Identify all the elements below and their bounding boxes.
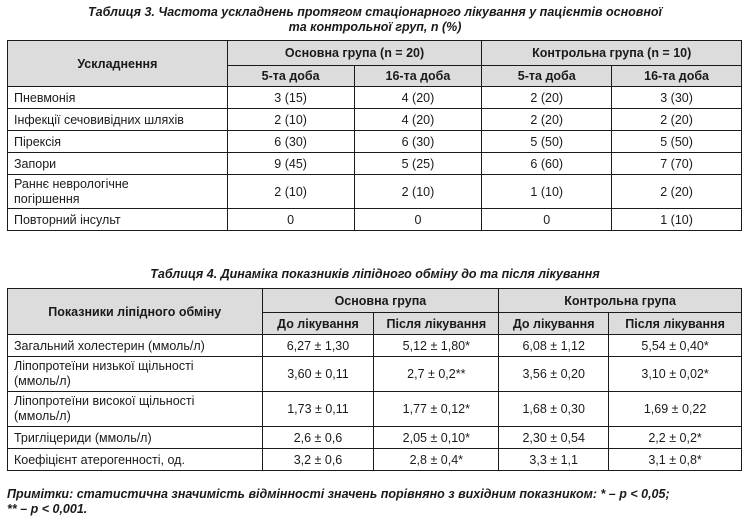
row-label <box>8 175 228 209</box>
cell-value: 4 (20) <box>354 87 482 109</box>
cell-value: 4 (20) <box>354 109 482 131</box>
cell-value: 5 (50) <box>612 131 742 153</box>
indicators-column-header: Показники ліпідного обміну <box>8 289 263 335</box>
table-row <box>8 209 742 231</box>
row-label-line1: Ліпопротеїни високої щільності <box>14 394 195 408</box>
table3-title-line1: Таблиця 3. Частота ускладнень протягом стаціонарного лікування у пацієнтів основної <box>88 5 662 19</box>
cell-value: 0 <box>482 209 612 231</box>
table-row <box>8 357 742 392</box>
table-row <box>8 87 742 109</box>
cell-value: 2,8 ± 0,4* <box>374 449 499 471</box>
cell-value: 3,3 ± 1,1 <box>499 449 609 471</box>
cell-value: 5,54 ± 0,40* <box>609 335 742 357</box>
row-label-line2: (ммоль/л) <box>14 374 71 388</box>
cell-value: 1,77 ± 0,12* <box>374 392 499 427</box>
cell-value: 1 (10) <box>482 175 612 209</box>
row-label: Пневмонія <box>8 87 228 109</box>
cell-value: 6 (60) <box>482 153 612 175</box>
row-label-line1: Ліпопротеїни низької щільності <box>14 359 194 373</box>
cell-value: 0 <box>227 209 354 231</box>
cell-value: 1 (10) <box>612 209 742 231</box>
cell-value: 3,10 ± 0,02* <box>609 357 742 392</box>
row-label-line2: погіршення <box>14 191 80 206</box>
cell-value: 9 (45) <box>227 153 354 175</box>
cell-value: 2 (10) <box>227 109 354 131</box>
table-row <box>8 449 742 471</box>
control-day5-header: 5-та доба <box>482 66 612 87</box>
cell-value: 1,68 ± 0,30 <box>499 392 609 427</box>
cell-value: 2 (20) <box>482 109 612 131</box>
cell-value: 2 (20) <box>612 175 742 209</box>
complications-column-header: Ускладнення <box>8 41 228 87</box>
cell-value: 2,05 ± 0,10* <box>374 427 499 449</box>
cell-value: 1,73 ± 0,11 <box>262 392 374 427</box>
control-group-header: Контрольна група <box>499 289 742 313</box>
cell-value: 0 <box>354 209 482 231</box>
cell-value: 5 (25) <box>354 153 482 175</box>
row-label: Пірексія <box>8 131 228 153</box>
cell-value: 3,2 ± 0,6 <box>262 449 374 471</box>
control-after-header: Після лікування <box>609 313 742 335</box>
cell-value: 5 (50) <box>482 131 612 153</box>
table-row <box>8 175 742 209</box>
control-group-header: Контрольна група (n = 10) <box>482 41 742 66</box>
table-row <box>8 153 742 175</box>
cell-value: 3,60 ± 0,11 <box>262 357 374 392</box>
main-after-header: Після лікування <box>374 313 499 335</box>
lipid-metabolism-table <box>7 288 742 471</box>
cell-value: 2,7 ± 0,2** <box>374 357 499 392</box>
table-row <box>8 131 742 153</box>
cell-value: 6 (30) <box>227 131 354 153</box>
main-day16-header: 16-та доба <box>354 66 482 87</box>
footnote-line1: Примітки: статистична значимість відмінності значень порівняно з вихідним показником: * – р < 0,05; <box>7 487 670 501</box>
cell-value: 7 (70) <box>612 153 742 175</box>
table-row <box>8 427 742 449</box>
cell-value: 6,27 ± 1,30 <box>262 335 374 357</box>
table-row <box>8 335 742 357</box>
row-label <box>8 357 263 392</box>
cell-value: 6 (30) <box>354 131 482 153</box>
main-group-header: Основна група (n = 20) <box>227 41 482 66</box>
main-before-header: До лікування <box>262 313 374 335</box>
row-label: Загальний холестерин (ммоль/л) <box>8 335 263 357</box>
row-label: Повторний інсульт <box>8 209 228 231</box>
table4-title: Таблиця 4. Динаміка показників ліпідного обміну до та після лікування <box>150 267 600 281</box>
cell-value: 3 (15) <box>227 87 354 109</box>
control-day16-header: 16-та доба <box>612 66 742 87</box>
row-label-line1: Раннє неврологічне <box>14 176 129 191</box>
main-day5-header: 5-та доба <box>227 66 354 87</box>
cell-value: 1,69 ± 0,22 <box>609 392 742 427</box>
row-label-line2: (ммоль/л) <box>14 409 71 423</box>
main-group-header: Основна група <box>262 289 499 313</box>
footnote <box>7 487 742 517</box>
cell-value: 3,1 ± 0,8* <box>609 449 742 471</box>
table-row <box>8 109 742 131</box>
row-label <box>8 392 263 427</box>
cell-value: 3,56 ± 0,20 <box>499 357 609 392</box>
row-label: Коефіцієнт атерогенності, од. <box>8 449 263 471</box>
cell-value: 2 (20) <box>482 87 612 109</box>
row-label: Інфекції сечовивідних шляхів <box>8 109 228 131</box>
cell-value: 2,30 ± 0,54 <box>499 427 609 449</box>
footnote-line2: ** – р < 0,001. <box>7 502 88 516</box>
control-before-header: До лікування <box>499 313 609 335</box>
cell-value: 5,12 ± 1,80* <box>374 335 499 357</box>
cell-value: 3 (30) <box>612 87 742 109</box>
table-row <box>8 392 742 427</box>
cell-value: 2,6 ± 0,6 <box>262 427 374 449</box>
table3-title <box>0 5 750 35</box>
cell-value: 6,08 ± 1,12 <box>499 335 609 357</box>
row-label: Запори <box>8 153 228 175</box>
row-label: Тригліцериди (ммоль/л) <box>8 427 263 449</box>
complications-table <box>7 40 742 231</box>
cell-value: 2 (10) <box>354 175 482 209</box>
cell-value: 2,2 ± 0,2* <box>609 427 742 449</box>
cell-value: 2 (10) <box>227 175 354 209</box>
table3-title-line2: та контрольної груп, n (%) <box>288 20 462 34</box>
cell-value: 2 (20) <box>612 109 742 131</box>
